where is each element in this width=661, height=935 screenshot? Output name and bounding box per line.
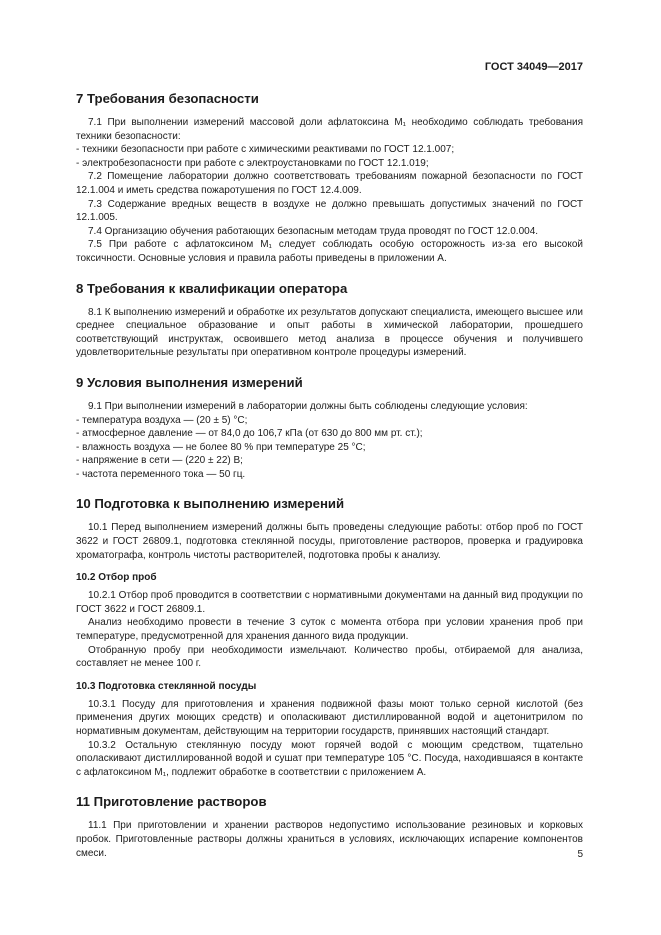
paragraph: 10.3.2 Остальную стеклянную посуду моют горячей водой с моющим средством, тщательно ополаскивают дистиллированной водой и сушат при температуре 105 °С. Посуда, находившаяся в контакте с афлатоксином M₁, подлежит обработке в соответствии с приложением А. (76, 739, 583, 778)
list-item: - электробезопасности при работе с электроустановками по ГОСТ 12.1.019; (76, 157, 429, 169)
list-item: - частота переменного тока — 50 гц. (76, 468, 246, 480)
section-8 (76, 280, 583, 360)
section-10 (76, 495, 583, 779)
section-11 (76, 793, 583, 860)
document-body (76, 90, 583, 874)
section-7 (76, 90, 583, 266)
section-title: 8 Требования к квалификации оператора (76, 280, 348, 296)
paragraph: 7.3 Содержание вредных веществ в воздухе не должно превышать допустимых значений по ГОСТ 12.1.005. (76, 198, 583, 224)
list-item: - атмосферное давление — от 84,0 до 106,7 кПа (от 630 до 800 мм рт. ст.); (76, 428, 423, 440)
list-item: - температура воздуха — (20 ± 5) °С; (76, 414, 248, 426)
subsection-10-3 (76, 680, 583, 780)
paragraph: 9.1 При выполнении измерений в лаборатории должны быть соблюдены следующие условия: (88, 400, 528, 412)
paragraph: Отобранную пробу при необходимости измельчают. Количество пробы, отбираемой для анализа, составляет не менее 100 г. (76, 644, 583, 670)
subsection-title: 10.3 Подготовка стеклянной посуды (76, 680, 257, 692)
subsection-10-2 (76, 571, 583, 671)
paragraph: 11.1 При приготовлении и хранении растворов недопустимо использование резиновых и корковых пробок. Приготовленные растворы должны храниться в условиях, исключающих испарение компонентов смеси. (76, 820, 583, 859)
list-item: - техники безопасности при работе с химическими реактивами по ГОСТ 12.1.007; (76, 144, 455, 156)
paragraph: 7.4 Организацию обучения работающих безопасным методам труда проводят по ГОСТ 12.0.004. (88, 225, 539, 237)
list-item: - влажность воздуха — не более 80 % при температуре 25 °С; (76, 441, 366, 453)
document-code: ГОСТ 34049—2017 (484, 61, 583, 73)
paragraph: 7.5 При работе с афлатоксином M₁ следует соблюдать особую осторожность из-за его высокой токсичности. Основные условия и правила работы приведены в приложении А. (76, 239, 583, 264)
paragraph: Анализ необходимо провести в течение 3 суток с момента отбора при условии хранения проб при температуре, предусмотренной для хранения данного вида продукции. (76, 617, 583, 643)
subsection-title: 10.2 Отбор проб (76, 572, 157, 584)
section-title: 10 Подготовка к выполнению измерений (76, 496, 345, 512)
paragraph: 8.1 К выполнению измерений и обработке их результатов допускают специалиста, имеющего высшее или среднее специальное образование и опыт работы в химической лаборатории, прошедшего соответствующий инструктаж, освоившего метод анализа в процессе обучения и получившего удовлетворительные результаты при оперативном контроле процедуры измерений. (76, 306, 583, 359)
section-9 (76, 374, 583, 482)
page-number: 5 (577, 849, 583, 860)
section-title: 9 Условия выполнения измерений (76, 374, 303, 390)
paragraph: 10.2.1 Отбор проб проводится в соответствии с нормативными документами на данный вид продукции по ГОСТ 3622 и ГОСТ 26809.1. (76, 590, 583, 615)
section-title: 7 Требования безопасности (76, 91, 259, 106)
paragraph: 7.1 При выполнении измерений массовой доли афлатоксина M₁ необходимо соблюдать требования техники безопасности: (76, 117, 583, 142)
list-item: - напряжение в сети — (220 ± 22) В; (76, 455, 243, 467)
paragraph: 10.3.1 Посуду для приготовления и хранения подвижной фазы моют только серной кислотой (без применения других моющих средств) и ополаскивают дистиллированной водой и ацетонитрилом по нормативным документам, действующим на территории государств, принявших настоящий стандарт. (76, 698, 583, 737)
paragraph: 10.1 Перед выполнением измерений должны быть проведены следующие работы: отбор проб по ГОСТ 3622 и ГОСТ 26809.1, подготовка стеклянной посуды, приготовление растворов, проверка и градуировка хроматографа, контроль чистоты растворителей, подготовка пробы к анализу. (76, 522, 583, 561)
paragraph: 7.2 Помещение лаборатории должно соответствовать требованиям пожарной безопасности по ГОСТ 12.1.004 и иметь средства пожаротушения по ГОСТ 12.4.009. (76, 171, 583, 196)
section-title: 11 Приготовление растворов (76, 794, 267, 810)
